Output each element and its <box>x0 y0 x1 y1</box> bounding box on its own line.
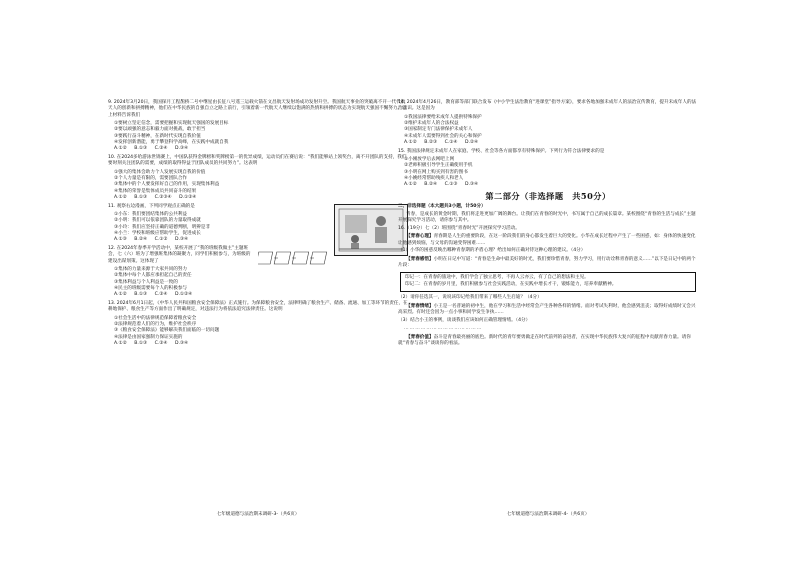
question-11-option: ③小玲：我们应坚持正确的道德判断，明辨是非 <box>114 224 210 230</box>
question-14-option: ④未成年人需要得到社会的关心和保护 <box>404 133 482 139</box>
diary-intro: 小明在日记中写道：“青春是生命中最美好的时光，我们要珍惜青春，努力学习，用行动诠释青春的意义……”以下是日记中的两个片段： <box>398 256 696 269</box>
question-9-answers <box>114 146 408 152</box>
question-13-stem: 13. 2024年6月1日起，《中华人民共和国粮食安全保障法》正式施行。为保障粮食安全，法律明确了粮食生产、储备、流通、加工等环节的责任，在耕地保护、粮食生产等方面作出了明确规定，对违法行为将依法追究法律责任。这说明 <box>108 300 408 313</box>
question-9-option: ④发挥创新潜能，勇于攀登科学高峰，在实践中成就自我 <box>114 139 229 145</box>
answer-b: B.①③ <box>134 292 148 298</box>
answer-a: A.①② <box>114 292 127 298</box>
question-15-answers <box>404 182 698 188</box>
question-11-option: ①小东：我们要团结集体的公共利益 <box>114 212 188 218</box>
context-label: 【青春心理】 <box>406 234 434 240</box>
question-9-option: ③要践行奋斗精神，在新时代实现自我价值 <box>114 133 201 139</box>
answer-d: D.①②④ <box>174 292 193 298</box>
answer-b: B.①③ <box>134 146 148 152</box>
question-15-option: ①小刚放学后去网吧上网 <box>404 157 455 163</box>
diary-entry-1: 印记一：在青春的旅途中，我们学会了独立思考，不再人云亦云，有了自己的想法和主见。 <box>405 274 589 280</box>
answer-b: B.①③ <box>134 194 148 200</box>
answer-d: D.③④ <box>464 182 479 188</box>
question-11-option: ④小兰：学校和班级应帮助学生，促进成长 <box>114 230 201 236</box>
answer-a: A.①② <box>114 146 127 152</box>
question-16-context <box>398 234 698 247</box>
flow-diagram <box>258 246 330 272</box>
answer-d: D.①②④ <box>179 194 197 200</box>
answer-d: D.③④ <box>174 340 189 346</box>
flow-diagram-graphic <box>258 246 330 272</box>
answer-c: C.②④ <box>154 146 168 152</box>
question-14-option: ①我国法律要给未成年人提供特殊保护 <box>404 114 482 120</box>
page-footer-right: 七年级道德与法治期末调研-4-（共6页） <box>506 512 590 517</box>
page-footer-left: 七年级道德与法治期末调研-3-（共6页） <box>216 512 300 517</box>
answer-a: A.①② <box>114 194 127 200</box>
answer-c: C.②④ <box>154 340 168 346</box>
answer-a: A.①② <box>404 139 417 145</box>
answer-d: D.③④ <box>174 146 189 152</box>
value-label: 【青春价值】 <box>406 334 434 340</box>
question-9-stem: 9. 2024年3月20日，我国探月工程鹊桥二号中继星由长征八号遥三运载火箭在文昌航天发射场成功发射升空。我国航天事业的突破离不开一代代航天人的创新和拼搏精神，他们在中华民族的自强自立之路上前行，引领着新一代航天人继续以饱满的热情和拼搏的状态为实现航天强国不懈努力。以上材料告诉我们 <box>108 100 407 118</box>
part-two-heading: 二、非选择题（本大题共3小题，计50分） <box>398 204 486 210</box>
question-10-option: ③集体中的个人要发挥好自己的作用，实现集体利益 <box>114 182 220 188</box>
answer-b: B.①③ <box>134 340 148 346</box>
cartoon-illustration <box>335 205 407 255</box>
answer-a: A.①③ <box>114 237 127 243</box>
answer-b: B.②③ <box>424 139 438 145</box>
question-13-answers <box>114 341 408 347</box>
question-11-option: ②小明：我们可以依靠团队的力量取得成就 <box>114 218 201 224</box>
question-15-stem: 15. 我国法律规定未成年人在家庭、学校、社会等各方面都享有特殊保护。下列行为符合法律要求的是 <box>398 148 605 154</box>
question-9-option: ②要以顽强的意志和毅力面对挑战，敢于担当 <box>114 127 206 133</box>
question-12-option: ③集体利益与个人利益是一致的 <box>114 279 178 285</box>
answer-b: B.②④ <box>134 237 148 243</box>
answer-d: D.③④ <box>174 237 189 243</box>
question-10-option: ④集体的荣誉是集体成员共同奋斗的结果 <box>114 188 197 194</box>
answer-a: A.①② <box>114 340 127 346</box>
question-10-option: ②个人力量是有限的，需要团队合作 <box>114 176 188 182</box>
right-column <box>398 100 698 349</box>
diary-box <box>400 272 696 293</box>
context-text: 青春期是人生的重要阶段，在这一阶段我们的身心都发生着巨大的变化。小华在成长过程中产生了一些困惑，如：身体的快速变化让他感到烦恼，与父母的沟通变得困难…… <box>398 234 696 246</box>
feeling-text: 小王是一名普通的初中生，他在学习和生活中经常会产生各种各样的情绪。面对考试失利时，他会感到沮丧；取得好成绩时又会兴高采烈。有时还会因为一点小事和同学发生争执…… <box>398 303 696 315</box>
question-15-option: ②老师积极引导学生正确使用手机 <box>404 163 473 169</box>
answer-c: C.②③④ <box>154 194 172 200</box>
diary-entry-2: 印记二：在青春的岁月里，我们积极参与社会实践活动，在实践中增长才干，锻炼能力，培养奉献精神。 <box>405 281 617 287</box>
question-10-answers <box>114 195 408 201</box>
value-text: 奋斗是青春最亮丽的底色。新时代的青年要勇做走在时代前列的奋进者，在实现中华民族伟大复兴的征程中贡献青春力量。请你就“青春与奋斗”谈谈你的看法。 <box>398 334 691 346</box>
cartoon-figure <box>334 204 408 256</box>
question-15-option: ③小明在网上购买到有害的图书 <box>404 169 468 175</box>
question-16-diary <box>398 257 698 270</box>
question-13-option: ③《粮食安全保障法》能够解决我们面临的一切问题 <box>114 328 220 334</box>
question-14-stem: 14. 2024年4月26日，教育部等部门联合发布《中小学生法治教育“进课堂”指导方案》，要求各地加强未成年人的法治宣传教育，提升未成年人的法治意识。这是因为 <box>398 100 697 112</box>
question-14-option: ②维护未成年人的合法权益 <box>404 121 459 127</box>
question-16-feeling <box>398 304 698 317</box>
question-11-stem: 11. 观察右边漫画，下列同学观点正确的是 <box>108 203 195 209</box>
question-14-answers <box>404 140 698 146</box>
answer-d: D.②④ <box>464 139 479 145</box>
answer-a: A.①② <box>404 182 417 188</box>
question-10-option: ①强大的集体会助力个人发展实现自我的价值 <box>114 169 206 175</box>
question-13-option: ①社会生活中的法律规范保障着粮食安全 <box>114 315 197 321</box>
answer-b: B.②④ <box>424 182 438 188</box>
question-12-stem: 12. 在2024年春季开学活动中，某校开展了“我的班级我做主”主题班会，七（六）班为了增强班集体的凝聚力，同学们积极参与，为班级的建设出谋划策。这体现了 <box>108 245 251 264</box>
part-two-title: 第二部分（非选择题 共50分） <box>485 191 611 202</box>
question-16-part-2: （2）请你任选其一，说说该印记给我们带来了哪些人生启迪？（4分） <box>398 295 542 301</box>
question-13-option: ④法律是由国家强制力保证实施的 <box>114 334 183 340</box>
question-16-stem: 16.（19分）七（2）班围绕“青春时光”开展探究学习活动。 <box>398 225 520 231</box>
answer-dots: …………………………………… <box>404 326 483 332</box>
feeling-label: 【青春情绪】 <box>406 303 434 309</box>
question-9-option: ①要树立坚定信念，需要把握和实现航天强国的发展目标 <box>114 121 229 127</box>
left-column <box>108 100 408 350</box>
answer-c: C.②④ <box>154 292 168 298</box>
question-12-option: ①集体的力量来源于大家共同的努力 <box>114 267 188 273</box>
question-14-option: ③国家制定专门法律保护未成年人 <box>404 127 473 133</box>
answer-c: C.①④ <box>444 139 458 145</box>
part-two-intro: 青春，是成长的黄金时期，我们将走进更加广阔的舞台。让我们在青春的时光中，书写属于自己的成长篇章。某校围绕“青春的生活与成长”主题开展探究学习活动，请你参与其中。 <box>398 211 696 224</box>
answer-c: C.①② <box>154 237 168 243</box>
question-10-stem: 10. 在2024多哈游泳世锦赛上，中国队获得金牌榜和奖牌榜第一的优异成绩，运动员们在赛后说：“我们能够站上领奖台，离不开团队的支持，我们要时刻关注团队的需要，成绩的取得得益于团队成员的共同努力”。这表明 <box>108 154 407 167</box>
question-12-option: ④民主的班级需要每个人的积极参与 <box>114 285 188 291</box>
question-16-value <box>398 335 698 348</box>
question-16-part-1: （1）小华的困惑反映出哪种青春期的矛盾心理？给出如何正确对待这种心理的建议。（4分） <box>398 248 586 254</box>
answer-c: C.①③ <box>444 182 458 188</box>
question-12-answers <box>114 292 408 298</box>
question-12-option: ②集体中每个人都应承担起自己的责任 <box>114 273 192 279</box>
question-16-part-3: （3）结合小王的事例，谈谈我们应该如何正确管理情绪。（4分） <box>398 317 531 323</box>
question-13-option: ②法律规范着人们的行为，维护社会秩序 <box>114 322 197 327</box>
diary-label: 【青春感悟】 <box>406 256 434 262</box>
question-15-option: ④小姚经常帮助残疾人和老人 <box>404 176 464 182</box>
